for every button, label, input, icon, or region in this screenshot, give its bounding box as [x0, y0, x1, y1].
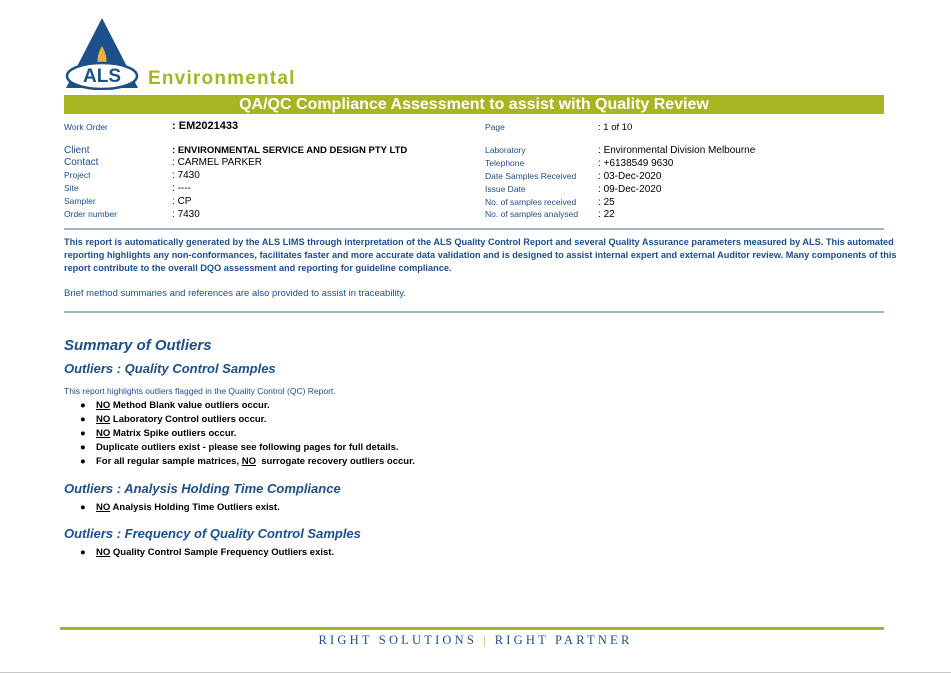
issue-date: 09-Dec-2020 — [603, 184, 662, 195]
label-page: Page — [485, 122, 505, 132]
bullet-icon: ● — [80, 547, 86, 558]
value-telephone: : +6138549 9630 — [598, 158, 674, 169]
footer-rule — [60, 627, 884, 630]
intro-line-3: report contribute to the overall DQO assessment and reporting for guideline compliance. — [64, 263, 452, 273]
value-laboratory: : Environmental Division Melbourne — [598, 145, 756, 156]
value-client: : ENVIRONMENTAL SERVICE AND DESIGN PTY LTD — [172, 145, 408, 156]
label-laboratory: Laboratory — [485, 145, 526, 155]
value-sampler: : CP — [172, 196, 192, 207]
value-contact: : CARMEL PARKER — [172, 157, 263, 168]
qc-heading: Outliers : Quality Control Samples — [64, 361, 276, 376]
summary-title: Summary of Outliers — [64, 337, 212, 354]
label-sampler: Sampler — [64, 196, 96, 206]
value-page: : 1 of 10 — [598, 122, 633, 133]
tagline-separator: | — [483, 633, 489, 647]
value-site: : ---- — [172, 183, 191, 194]
bullet-icon: ● — [80, 414, 86, 425]
holding-heading: Outliers : Analysis Holding Time Compliance — [64, 481, 341, 496]
qc-item-text: Method Blank value outliers occur. — [110, 400, 270, 411]
report-title-banner: QA/QC Compliance Assessment to assist with Quality Review — [64, 95, 884, 114]
intro-line-2: reporting highlights any non-conformances, facilitates faster and more accurate data validation and is designed to assist internal expert and external Auditor review. Many components of this — [64, 250, 897, 260]
value-project: : 7430 — [172, 170, 200, 181]
label-order-number: Order number — [64, 209, 117, 219]
samples-analysed: 22 — [603, 209, 615, 220]
qc-item-text: Laboratory Control outliers occur. — [110, 414, 267, 425]
qc-item-text: surrogate recovery outliers occur. — [255, 456, 415, 467]
laboratory-name: Environmental Division Melbourne — [603, 145, 756, 156]
qc-item-method-blank — [80, 400, 270, 411]
bullet-icon: ● — [80, 502, 86, 513]
intro-line-1: This report is automatically generated by the ALS LIMS through interpretation of the ALS Quality Control Report and several Quality Assurance parameters measured by ALS. This automated — [64, 237, 894, 247]
label-date-received: Date Samples Received — [485, 171, 577, 181]
no-marker: NO — [96, 502, 111, 513]
divider-top — [64, 228, 884, 230]
value-date-received: : 03-Dec-2020 — [598, 171, 662, 182]
bullet-icon: ● — [80, 456, 86, 467]
no-marker: NO — [96, 547, 111, 558]
contact-name: CARMEL PARKER — [177, 157, 263, 168]
sampler-name: CP — [177, 196, 192, 207]
qc-item-text: Duplicate outliers exist - please see following pages for full details. — [96, 442, 399, 453]
qc-note: This report highlights outliers flagged in the Quality Control (QC) Report. — [64, 386, 336, 396]
qc-item-lab-control — [80, 414, 267, 425]
qc-item-text: Matrix Spike outliers occur. — [110, 428, 237, 439]
label-site: Site — [64, 183, 79, 193]
value-issue-date: : 09-Dec-2020 — [598, 184, 662, 195]
bullet-icon: ● — [80, 442, 86, 453]
bullet-icon: ● — [80, 428, 86, 439]
samples-received: 25 — [603, 197, 615, 208]
logo-mark-text: ALS — [83, 66, 121, 87]
qc-item-prefix: For all regular sample matrices, — [96, 456, 242, 467]
als-logo — [64, 16, 326, 90]
telephone-number: +6138549 9630 — [603, 158, 674, 169]
qc-item-matrix-spike — [80, 428, 237, 439]
project-number: 7430 — [177, 170, 200, 181]
label-telephone: Telephone — [485, 158, 525, 168]
divider-middle — [64, 311, 884, 313]
value-samples-received: : 25 — [598, 197, 615, 208]
client-name: ENVIRONMENTAL SERVICE AND DESIGN PTY LTD — [177, 145, 408, 156]
label-samples-received: No. of samples received — [485, 197, 577, 207]
tagline-left: RIGHT SOLUTIONS — [318, 633, 478, 647]
qc-item-surrogate — [80, 456, 415, 467]
label-work-order: Work Order — [64, 122, 108, 132]
work-order-number: EM2021433 — [178, 120, 239, 132]
no-marker: NO — [96, 400, 111, 411]
method-note: Brief method summaries and references are also provided to assist in traceability. — [64, 288, 406, 299]
frequency-heading: Outliers : Frequency of Quality Control Samples — [64, 526, 361, 541]
value-order-number: : 7430 — [172, 209, 200, 220]
qc-item-duplicate — [80, 442, 399, 453]
logo-name-text: Environmental — [148, 68, 296, 89]
bullet-icon: ● — [80, 400, 86, 411]
no-marker: NO — [96, 414, 111, 425]
no-marker: NO — [96, 428, 111, 439]
order-number: 7430 — [177, 209, 200, 220]
page-count: 1 of 10 — [603, 122, 633, 133]
holding-item — [80, 502, 280, 513]
footer-tagline — [0, 633, 951, 648]
value-work-order: : EM2021433 — [172, 120, 239, 132]
frequency-item-text: Quality Control Sample Frequency Outliers exist. — [110, 547, 335, 558]
label-contact: Contact — [64, 157, 99, 168]
label-project: Project — [64, 170, 91, 180]
intro-paragraph — [64, 236, 897, 275]
label-issue-date: Issue Date — [485, 184, 526, 194]
frequency-item — [80, 547, 335, 558]
als-logo-mark — [64, 16, 326, 90]
no-marker: NO — [241, 456, 256, 467]
date-received: 03-Dec-2020 — [603, 171, 662, 182]
site-name: ---- — [177, 183, 191, 194]
label-client: Client — [64, 145, 90, 156]
holding-item-text: Analysis Holding Time Outliers exist. — [110, 502, 280, 513]
value-samples-analysed: : 22 — [598, 209, 615, 220]
label-samples-analysed: No. of samples analysed — [485, 209, 579, 219]
tagline-right: RIGHT PARTNER — [494, 633, 633, 647]
